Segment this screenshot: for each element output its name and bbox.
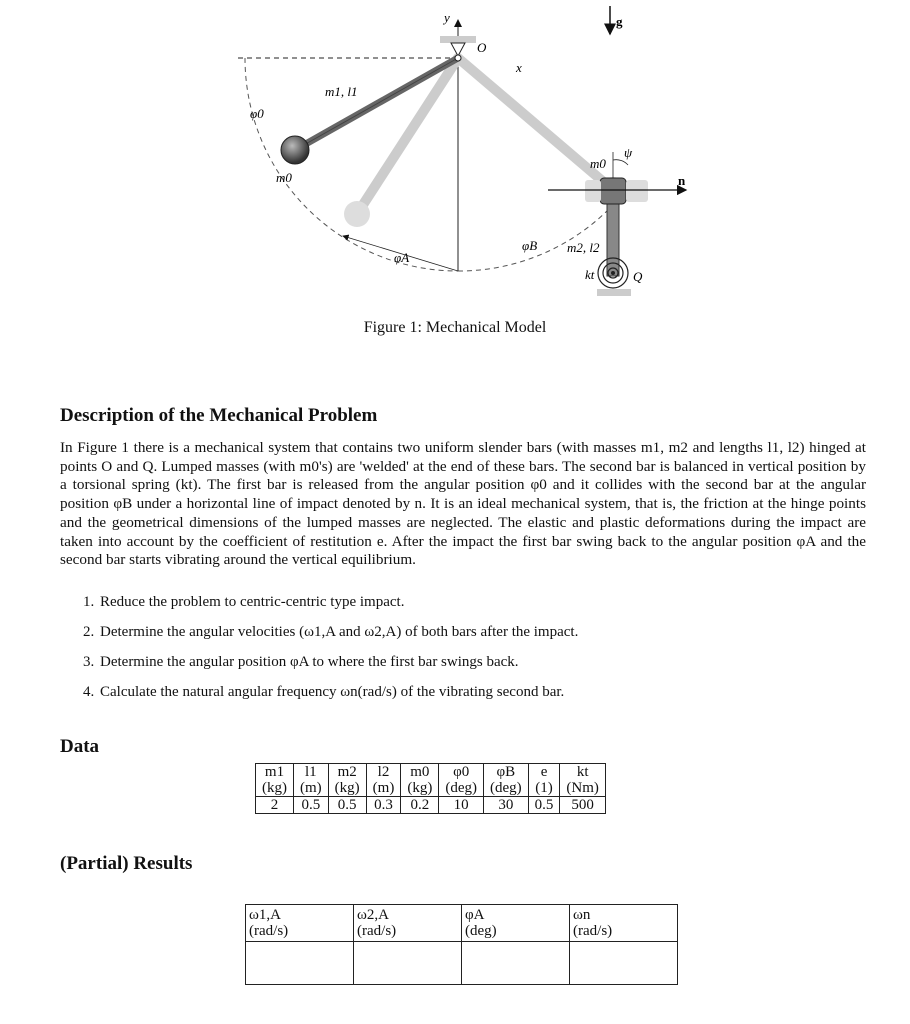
data-unit: (kg) [328,780,366,797]
result-symbol: φA [465,907,485,923]
mechanical-model-figure [0,0,910,345]
phiA-arrow [343,236,458,271]
result-symbol: ω2,A [357,907,389,923]
data-symbols-row [256,764,606,781]
task-item: 1. Reduce the problem to centric-centric type impact. [98,592,898,622]
results-header-cell [246,905,354,942]
results-answer-row [246,942,678,985]
result-unit: (rad/s) [249,923,289,939]
hinge-q-label: Q [633,269,643,284]
data-value: 0.5 [528,797,560,814]
data-value: 0.5 [328,797,366,814]
data-title: Data [60,736,100,757]
answer-cell[interactable] [462,942,570,985]
results-title: (Partial) Results [60,853,193,874]
data-units-row [256,780,606,797]
data-symbol: m0 [401,764,439,781]
data-unit: (deg) [439,780,484,797]
phiB-label: φB [522,238,538,253]
data-unit: (1) [528,780,560,797]
gravity-label: g [616,14,623,29]
results-header-cell [354,905,462,942]
result-symbol: ω1,A [249,907,281,923]
mass-right-label: m0 [590,156,606,171]
normal-label: n [678,173,686,188]
results-header-cell [462,905,570,942]
data-unit: (m) [366,780,401,797]
bar1-ghost-phiA [357,58,458,214]
data-symbol: l1 [294,764,329,781]
data-symbol: l2 [366,764,401,781]
data-symbol: m1 [264,764,285,780]
data-value: 500 [560,797,606,814]
data-value: 30 [484,797,529,814]
phi0-label: φ0 [250,106,264,121]
description-title: Description of the Mechanical Problem [60,405,378,426]
x-axis-label: x [516,60,522,75]
data-value: 0.3 [366,797,401,814]
answer-cell[interactable] [570,942,678,985]
spring-label: kt [585,267,595,282]
task-item: 2. Determine the angular velocities (ω1,A and ω2,A) of both bars after the impact. [98,622,898,652]
data-value: 10 [439,797,484,814]
mass-ghost-phiA [344,201,370,227]
data-unit: (Nm) [560,780,606,797]
answer-cell[interactable] [246,942,354,985]
psi-label: ψ [624,145,633,160]
data-unit: (deg) [484,780,529,797]
results-table [245,904,678,985]
data-value: 2 [256,797,294,814]
answer-cell[interactable] [354,942,462,985]
hinge-o-support [440,36,476,43]
mass-left-label: m0 [276,170,292,185]
result-unit: (rad/s) [357,923,397,939]
result-unit: (deg) [465,923,497,939]
data-symbol: m2 [328,764,366,781]
hinge-o-label: O [477,40,487,55]
data-symbol: φ0 [439,764,484,781]
hinge-q-support [597,289,631,296]
description-paragraph: In Figure 1 there is a mechanical system that contains two uniform slender bars (with masses m1, m2 and lengths l1, l2) hinged at points O and Q. Lumped masses (with m0's) are 'welded' at the end of these bars. The second bar is balanced in vertical position by a torsional spring (kt). The first bar is released from the angular position φ0 and it collides with the second bar at the angular position φB under a horizontal line of impact denoted by n. It is an ideal mechanical system, that is, the friction at the hinge points and the geometrical dimensions of the lumped masses are neglected. The elastic and plastic deformations during the impact are taken into account by the coefficient of restitution e. After the impact the first bar swing back to the angular position φA and the second bar starts vibrating around the vertical equilibrium. [60,439,866,569]
data-values-row [256,797,606,814]
result-symbol: ωn [573,907,591,923]
data-unit: (m) [294,780,329,797]
task-list [60,592,898,712]
data-table [255,763,606,814]
data-symbol: e [528,764,560,781]
data-unit: (kg) [401,780,439,797]
bar1-label: m1, l1 [325,84,358,99]
task-item: 3. Determine the angular position φA to where the first bar swings back. [98,652,898,682]
y-axis-label: y [444,10,450,25]
bar2-label: m2, l2 [567,240,600,255]
data-symbol: kt [560,764,606,781]
lumped-mass-left [281,136,309,164]
task-item: 4. Calculate the natural angular frequency ωn(rad/s) of the vibrating second bar. [98,682,898,712]
data-symbol: φB [484,764,529,781]
mechanism-diagram [0,0,910,345]
figure-caption: Figure 1: Mechanical Model [363,319,547,336]
data-value: 0.5 [294,797,329,814]
results-header-row [246,905,678,942]
data-unit: (kg) [262,780,287,796]
results-header-cell [570,905,678,942]
phiA-label: φA [394,250,410,265]
result-unit: (rad/s) [573,923,613,939]
data-value: 0.2 [401,797,439,814]
